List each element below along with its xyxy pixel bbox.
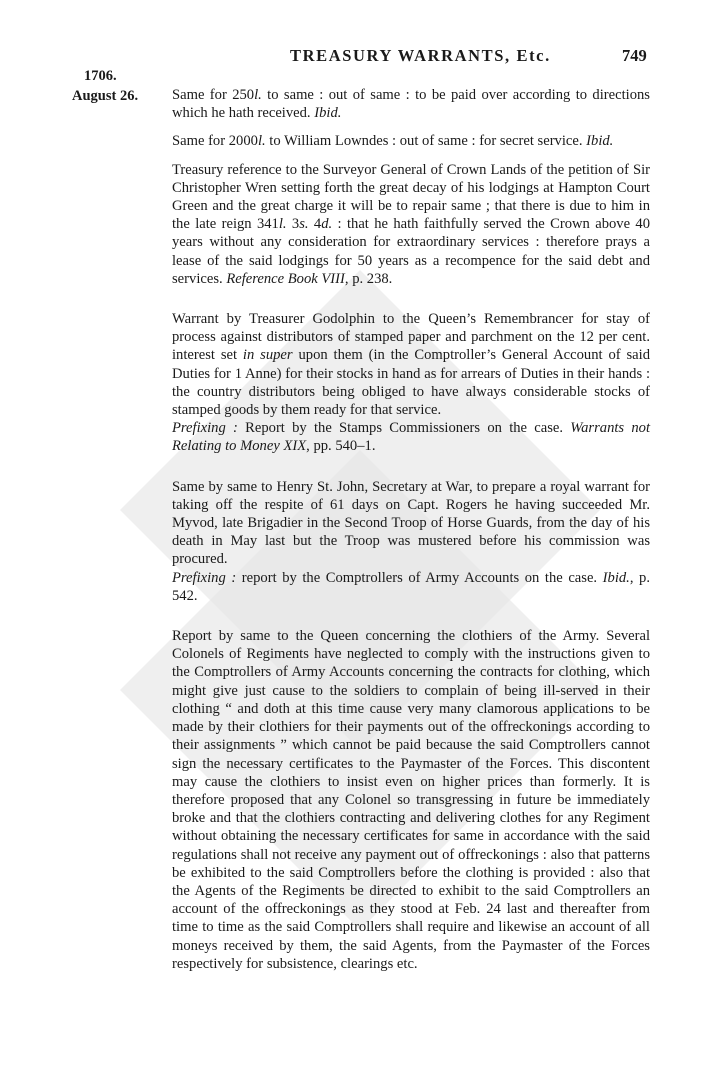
page-number: 749: [622, 46, 647, 65]
entry-paragraph: Same for 250l. to same : out of same : to be paid over according to directions which he hath received. Ibid.: [172, 87, 650, 122]
running-header: [0, 46, 720, 70]
entry-paragraph: Same by same to Henry St. John, Secretary at War, to prepare a royal warrant for taking off the respite of 61 days on Capt. Rogers he having succeeded Mr. Myvod, late Brigadier in the Second Troop of Horse Guards, from the day of his death in May last but the Troop was mustered before his commission was procured.: [172, 478, 650, 568]
prefixing-note: Prefixing : Report by the Stamps Commissioners on the case. Warrants not Relating to Money XIX, pp. 540–1.: [172, 420, 650, 455]
entry-paragraph: Report by same to the Queen concerning the clothiers of the Army. Several Colonels of Regiments have neglected to comply with the instructions given to the Comptrollers of Army Accounts concerning the contracts for clothing, which might give just cause to the soldiers to complain of being ill-served in their clothing “ and doth at this time cause very many clamorous applications to be made by their clothiers for their payments out of the offreckonings according to their assignments ” which cannot be paid because the said Comptrollers cannot sign the necessary certificates to the Paymaster of the Forces. This discontent may cause the clothiers to insist even on higher prices than formerly. It is therefore proposed that any Colonel so transgressing in future be immediately broke and that the clothiers contracting and delivering clothes for any Regiment without obtaining the necessary certificates for same in accordance with the said regulations shall not receive any payment out of offreckonings : also that patterns be exhibited to the said Comptrollers before the clothing is provided : also that the Agents of the Regiments be directed to exhibit to the said Comptrollers an account of the offreckonings as they stood at Feb. 24 last and thereafter from time to time as the said Comptrollers shall require and likewise an account of all moneys received by them, the said Agents, from the Paymaster of the Forces respectively for subsistence, clearings etc.: [172, 628, 650, 972]
prefixing-note: Prefixing : report by the Comptrollers of Army Accounts on the case. Ibid., p. 542.: [172, 569, 650, 604]
margin-date: August 26.: [72, 88, 139, 104]
entry-paragraph: Warrant by Treasurer Godolphin to the Queen’s Remembrancer for stay of process against distributors of stamped paper and parchment on the 12 per cent. interest set in super upon them (in the Comptroller’s General Account of said Duties for 1 Anne) for their stocks in hand as for arrears of Duties in their hands : the country distributors being obliged to have always considerable stocks of stamped goods by them ready for that service.: [172, 311, 650, 419]
margin-year: 1706.: [84, 68, 117, 84]
document-body: [172, 86, 650, 973]
entry-paragraph: Same for 2000l. to William Lowndes : out of same : for secret service. Ibid.: [172, 133, 614, 150]
page-title: TREASURY WARRANTS, Etc.: [290, 46, 551, 65]
entry-paragraph: Treasury reference to the Surveyor General of Crown Lands of the petition of Sir Christopher Wren setting forth the great decay of his lodgings at Hampton Court Green and the great charge it will be to repair same ; that there is due to him in the late reign 341l. 3s. 4d. : that he hath faithfully served the Crown above 40 years without any consideration for extraordinary services : therefore prays a lease of the said lodgings for 50 years as a recompence for the said debt and services. Reference Book VIII, p. 238.: [172, 161, 651, 287]
